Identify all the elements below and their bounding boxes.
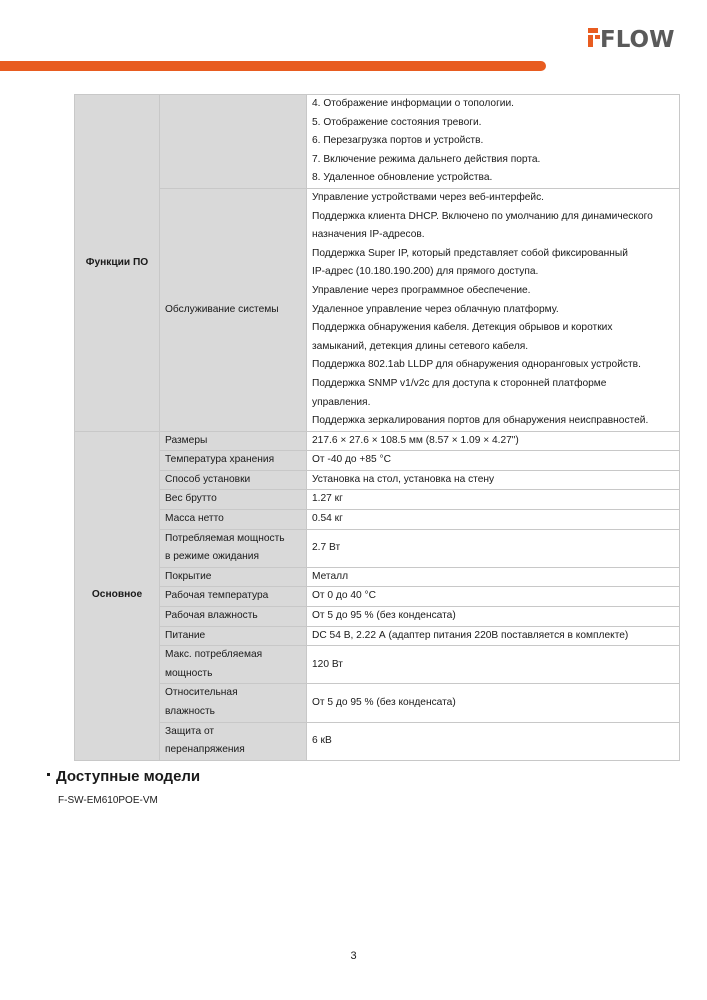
table-row — [75, 722, 680, 760]
model-name: F-SW-EM610POE-VM — [58, 795, 158, 806]
spec-table — [74, 94, 680, 761]
flow-logo — [588, 24, 674, 48]
value-cell — [307, 188, 680, 431]
value-line: Удаленное управление через облачную платформу. — [312, 303, 559, 315]
bullet-icon — [47, 773, 50, 776]
value-line: Поддержка клиента DHCP. Включено по умолчанию для динамического — [312, 210, 653, 222]
spec-label — [160, 722, 307, 760]
table-row — [75, 490, 680, 510]
spec-label: Покрытие — [160, 567, 307, 587]
table-row — [75, 646, 680, 684]
table-row — [75, 451, 680, 471]
spec-value: От -40 до +85 °C — [307, 451, 680, 471]
logo-text: FLOW — [600, 27, 674, 48]
header-accent-bar — [0, 61, 546, 71]
value-line: 6. Перезагрузка портов и устройств. — [312, 135, 484, 147]
spec-label — [160, 684, 307, 722]
value-line: управления. — [312, 396, 371, 408]
spec-label — [160, 529, 307, 567]
spec-value: DC 54 В, 2.22 А (адаптер питания 220В поставляется в комплекте) — [307, 626, 680, 646]
value-line: замыканий, детекция длины сетевого кабеля. — [312, 340, 529, 352]
value-line: Поддержка обнаружения кабеля. Детекция обрывов и коротких — [312, 322, 613, 334]
spec-value: 2.7 Вт — [307, 529, 680, 567]
spec-value: От 0 до 40 °C — [307, 587, 680, 607]
spec-label-line: перенапряжения — [165, 744, 245, 756]
spec-label-line: в режиме ожидания — [165, 551, 259, 563]
table-row — [75, 431, 680, 451]
spec-label-line: Макс. потребляемая — [165, 649, 263, 661]
table-row — [75, 529, 680, 567]
value-line: Поддержка зеркалирования портов для обнаружения неисправностей. — [312, 415, 649, 427]
spec-value: Металл — [307, 567, 680, 587]
spec-label-line: Защита от — [165, 725, 215, 737]
spec-label-line: мощность — [165, 667, 213, 679]
category-cell: Основное — [75, 431, 160, 760]
spec-label: Размеры — [160, 431, 307, 451]
spec-label — [160, 646, 307, 684]
page-number: 3 — [350, 950, 357, 962]
spec-label: Вес брутто — [160, 490, 307, 510]
spec-label-line: Потребляемая мощность — [165, 532, 285, 544]
spec-label: Температура хранения — [160, 451, 307, 471]
table-row — [75, 188, 680, 431]
value-line: назначения IP-адресов. — [312, 229, 425, 241]
subcategory-cell: Обслуживание системы — [160, 188, 307, 431]
value-line: Поддержка Super IP, который представляет собой фиксированный — [312, 247, 628, 259]
value-line: Поддержка 802.1ab LLDP для обнаружения одноранговых устройств. — [312, 359, 641, 371]
spec-label-line: Относительная — [165, 687, 238, 699]
table-row — [75, 510, 680, 530]
spec-label: Рабочая температура — [160, 587, 307, 607]
table-row — [75, 95, 680, 189]
spec-value: 120 Вт — [307, 646, 680, 684]
value-line: Поддержка SNMP v1/v2c для доступа к сторонней платформе — [312, 377, 607, 389]
available-models-heading — [47, 768, 200, 785]
table-row — [75, 626, 680, 646]
spec-value: 1.27 кг — [307, 490, 680, 510]
spec-value: Установка на стол, установка на стену — [307, 470, 680, 490]
value-line: IP-адрес (10.180.190.200) для прямого доступа. — [312, 266, 539, 278]
spec-value: 0.54 кг — [307, 510, 680, 530]
spec-label-line: влажность — [165, 706, 215, 717]
value-line: 4. Отображение информации о топологии. — [312, 98, 514, 109]
spec-value: От 5 до 95 % (без конденсата) — [307, 607, 680, 627]
subcategory-cell — [160, 95, 307, 189]
table-row — [75, 587, 680, 607]
value-cell — [307, 95, 680, 189]
value-line: Управление устройствами через веб-интерфейс. — [312, 191, 544, 203]
spec-value: 6 кВ — [307, 722, 680, 760]
spec-label: Масса нетто — [160, 510, 307, 530]
spec-value: От 5 до 95 % (без конденсата) — [307, 684, 680, 722]
spec-value: 217.6 × 27.6 × 108.5 мм (8.57 × 1.09 × 4.27") — [307, 431, 680, 451]
value-line: 7. Включение режима дальнего действия порта. — [312, 153, 541, 165]
spec-label: Способ установки — [160, 470, 307, 490]
table-row — [75, 684, 680, 722]
spec-label: Рабочая влажность — [160, 607, 307, 627]
category-cell: Функции ПО — [75, 95, 160, 432]
value-line: Управление через программное обеспечение. — [312, 284, 531, 296]
table-row — [75, 567, 680, 587]
table-row — [75, 470, 680, 490]
value-line: 8. Удаленное обновление устройства. — [312, 172, 493, 184]
flow-logo-icon — [588, 24, 674, 48]
table-row — [75, 607, 680, 627]
value-line: 5. Отображение состояния тревоги. — [312, 116, 482, 128]
available-models-title: Доступные модели — [56, 768, 201, 785]
spec-label: Питание — [160, 626, 307, 646]
